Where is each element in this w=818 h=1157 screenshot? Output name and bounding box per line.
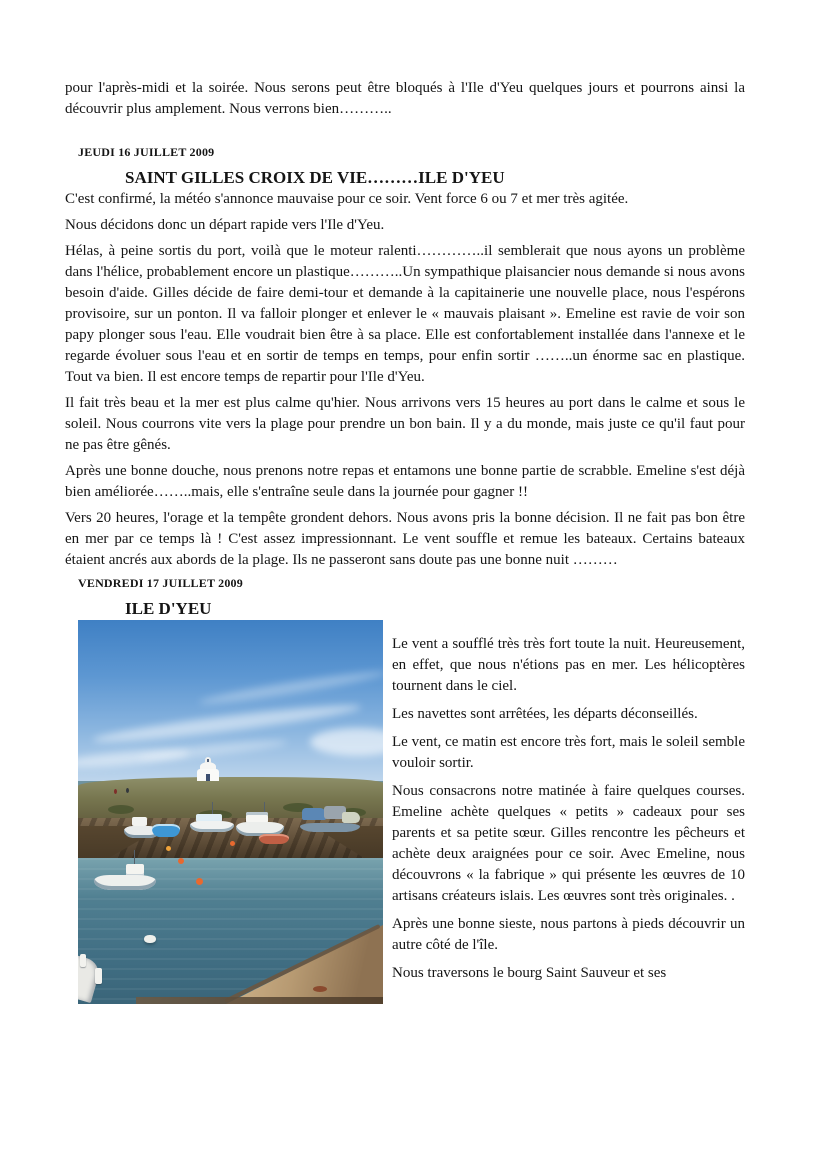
paragraph: Nous traversons le bourg Saint Sauveur et ses — [392, 965, 667, 981]
section-title-saint-gilles-ile-dyeu: SAINT GILLES CROIX DE VIE………ILE D'YEU — [125, 168, 505, 187]
paragraph: Hélas, à peine sortis du port, voilà que le moteur ralenti…………..il semblerait que nous ayons un problème dans l'hélice, probablement encore un plastique………..Un sympathique plaisancier nous demande si nous avons besoin d'aide. Gilles décide de faire demi-tour et demande à la capitainerie une nouvelle place, nous l'espérons provisoire, sur un ponton. Il va falloir plonger et enlever le « mauvais plaisant ». Emeline est ravie de voir son papy plonger sous l'eau. Elle voudrait bien être à sa place. Elle est confortablement installée dans l'annexe et le regarde évoluer sous l'eau et en sortir de temps en temps, pour enfin sortir ……..un énorme sac en plastique. Tout va bien. Il est encore temps de repartir pour l'Ile d'Yeu. — [65, 243, 745, 385]
photo-bottom-shore — [136, 997, 383, 1004]
document-content — [65, 78, 745, 1004]
paragraph-intro: pour l'après-midi et la soirée. Nous serons peut être bloqués à l'Ile d'Yeu quelques jours et pourrons ainsi la découvrir plus amplement. Nous verrons bien……….. — [65, 80, 745, 117]
paragraph: Nous décidons donc un départ rapide vers l'Ile d'Yeu. — [65, 217, 385, 233]
cloud — [198, 667, 383, 708]
paragraph: Nous consacrons notre matinée à faire quelques courses. Emeline achète quelques « petits » cadeaux pour ses parents et sa petite sœur. Gilles rencontre les pêcheurs et achète deux araignées pour ce soir. Avec Emeline, nous découvrons « la fabrique » qui présente les œuvres de 10 artisans créateurs islais. Les œuvres sont très originales. . — [392, 783, 745, 904]
paragraph: Le vent, ce matin est encore très fort, mais le soleil semble vouloir sortir. — [392, 734, 745, 771]
cloud — [310, 728, 383, 756]
paragraph: Après une bonne sieste, nous partons à pieds découvrir un autre côté de l'île. — [392, 916, 745, 953]
date-heading-vendredi-17-juillet: VENDREDI 17 JUILLET 2009 — [78, 576, 243, 590]
harbour-photo — [78, 620, 383, 1004]
buoy — [230, 841, 235, 846]
date-heading-jeudi-16-juillet: JEUDI 16 JUILLET 2009 — [78, 145, 215, 159]
day2-text-column — [392, 620, 745, 1004]
photo-and-text-row — [78, 620, 745, 1004]
white-boat — [190, 814, 234, 832]
photo-sky — [78, 620, 383, 781]
paragraph: Le vent a soufflé très très fort toute la nuit. Heureusement, en effet, que nous n'étions pas en mer. Les hélicoptères tournent dans le ciel. — [392, 636, 745, 694]
buoy — [166, 846, 171, 851]
buoy — [178, 858, 184, 864]
boat-group-right — [300, 806, 360, 832]
buoy — [196, 878, 203, 885]
paragraph: Les navettes sont arrêtées, les départs déconseillés. — [392, 706, 698, 722]
white-buoy — [144, 935, 156, 943]
boat-fender — [95, 968, 102, 984]
red-dinghy — [259, 834, 289, 844]
paragraph: Après une bonne douche, nous prenons notre repas et entamons une bonne partie de scrabble. Emeline s'est déjà bien améliorée……..mais, elle s'entraîne seule dans la journée pour gagner !! — [65, 463, 745, 500]
section-title-ile-dyeu: ILE D'YEU — [125, 599, 212, 618]
fishing-boat — [94, 864, 156, 890]
blue-boat — [152, 824, 180, 837]
paragraph: Il fait très beau et la mer est plus calme qu'hier. Nous arrivons vers 15 heures au port dans le calme et sous le soleil. Nous courrons vite vers la plage pour prendre un bon bain. Il y a du monde, mais juste ce qu'il faut pour ne pas être gênés. — [65, 395, 745, 453]
cabin-cruiser — [236, 812, 284, 836]
paragraph: C'est confirmé, la météo s'annonce mauvaise pour ce soir. Vent force 6 ou 7 et mer très agitée. — [65, 191, 629, 207]
chapel-icon — [197, 761, 219, 781]
jetty-detail — [313, 986, 327, 992]
boat-fender — [80, 954, 86, 967]
paragraph: Vers 20 heures, l'orage et la tempête grondent dehors. Nous avons pris la bonne décision. Il ne fait pas bon être en mer par ce temps là ! C'est assez impressionnant. Le vent souffle et remue les bateaux. Certains bateaux étaient ancrés aux abords de la plage. Ils ne passeront sans doute pas une bonne nuit ……… — [65, 510, 745, 568]
